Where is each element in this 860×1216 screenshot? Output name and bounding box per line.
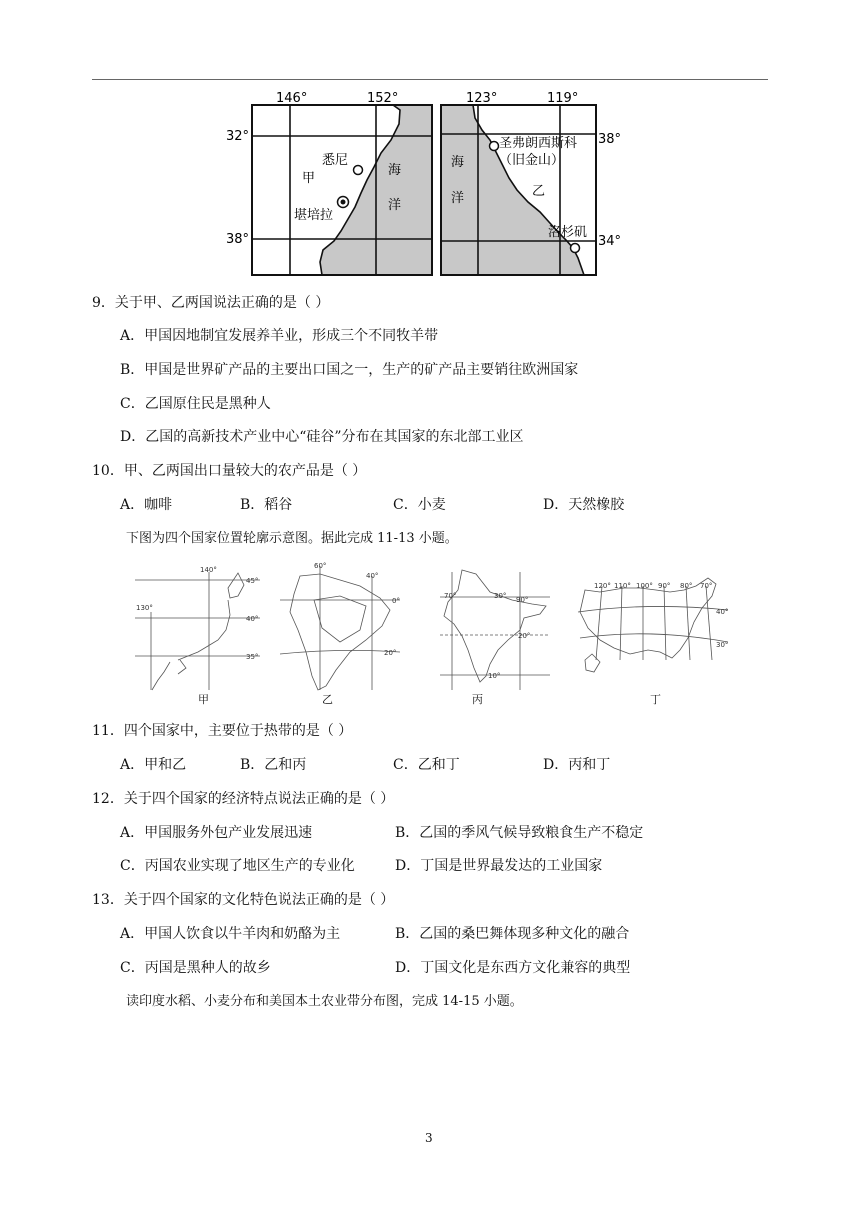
q13-option-c: C．丙国是黑种人的故乡 bbox=[120, 960, 271, 976]
q11-option-b: B．乙和丙 bbox=[240, 757, 307, 773]
panel-label-bing: 丙 bbox=[472, 693, 483, 706]
city-dot-sydney bbox=[354, 166, 363, 175]
city-dot-la bbox=[571, 244, 580, 253]
q11-option-c: C．乙和丁 bbox=[393, 757, 460, 773]
tick-ding-0: 120° bbox=[594, 582, 611, 590]
q9-option-c: C．乙国原住民是黑种人 bbox=[120, 396, 271, 412]
map-panel-jia bbox=[135, 572, 260, 690]
tick-ding-6: 40° bbox=[716, 608, 729, 616]
q9-stem: 9．关于甲、乙两国说法正确的是（ ） bbox=[92, 295, 330, 311]
tick-ding-7: 30° bbox=[716, 641, 729, 649]
city-label-sf: 圣弗朗西斯科 bbox=[499, 136, 578, 151]
country-label-jia: 甲 bbox=[302, 171, 316, 186]
page-number: 3 bbox=[425, 1131, 433, 1145]
q9-option-d: D．乙国的高新技术产业中心“硅谷”分布在其国家的东北部工业区 bbox=[120, 429, 524, 445]
q11-option-d: D．丙和丁 bbox=[543, 757, 611, 773]
panel-label-jia: 甲 bbox=[198, 693, 209, 706]
lat-label-38-right: 38° bbox=[598, 132, 622, 147]
city-label-canberra: 堪培拉 bbox=[294, 208, 334, 223]
q9-option-b: B．甲国是世界矿产品的主要出口国之一，生产的矿产品主要销往欧洲国家 bbox=[120, 362, 579, 378]
map-australia-usa bbox=[222, 88, 622, 280]
tick-ding-3: 90° bbox=[658, 582, 671, 590]
ocean-char-2: 洋 bbox=[388, 198, 402, 213]
tick-yi-2: 0° bbox=[392, 597, 400, 605]
tick-ding-4: 80° bbox=[680, 582, 693, 590]
q10-option-d: D．天然橡胶 bbox=[543, 497, 625, 513]
q10-stem: 10．甲、乙两国出口量较大的农产品是（ ） bbox=[92, 463, 367, 479]
ocean-area-right bbox=[441, 105, 584, 275]
q13-stem: 13．关于四个国家的文化特色说法正确的是（ ） bbox=[92, 892, 395, 908]
intro-14-15: 读印度水稻、小麦分布和美国本土农业带分布图，完成 14-15 小题。 bbox=[126, 994, 523, 1009]
tick-bing-0: 70° bbox=[444, 592, 457, 600]
q13-option-b: B．乙国的桑巴舞体现多种文化的融合 bbox=[395, 926, 630, 942]
q9-option-a: A．甲国因地制宜发展养羊业，形成三个不同牧羊带 bbox=[120, 328, 439, 344]
q11-stem: 11．四个国家中，主要位于热带的是（ ） bbox=[92, 723, 353, 739]
tick-ding-1: 110° bbox=[614, 582, 631, 590]
q12-option-d: D．丁国是世界最发达的工业国家 bbox=[395, 858, 603, 874]
city-label-la: 洛杉矶 bbox=[548, 225, 588, 240]
q12-option-c: C．丙国农业实现了地区生产的专业化 bbox=[120, 858, 355, 874]
q12-stem: 12．关于四个国家的经济特点说法正确的是（ ） bbox=[92, 791, 395, 807]
tick-jia-2: 130° bbox=[136, 604, 153, 612]
map-panel-yi bbox=[280, 566, 400, 690]
lat-label-38: 38° bbox=[226, 232, 250, 247]
ocean-char-4: 洋 bbox=[451, 191, 465, 206]
city-label-sydney: 悉尼 bbox=[322, 153, 349, 168]
map-four-countries bbox=[120, 562, 732, 710]
lat-label-34: 34° bbox=[598, 234, 622, 249]
tick-yi-0: 60° bbox=[314, 562, 327, 570]
ocean-char-3: 海 bbox=[451, 155, 465, 170]
lon-label-146: 146° bbox=[276, 91, 308, 106]
map-panel-ding bbox=[578, 578, 728, 672]
tick-ding-5: 70° bbox=[700, 582, 713, 590]
tick-bing-3: 20° bbox=[518, 632, 531, 640]
lon-label-152: 152° bbox=[367, 91, 399, 106]
q13-option-a: A．甲国人饮食以牛羊肉和奶酪为主 bbox=[120, 926, 341, 942]
panel-label-yi: 乙 bbox=[322, 693, 333, 706]
map-left-panel bbox=[226, 91, 432, 275]
ocean-char-1: 海 bbox=[388, 163, 402, 178]
capital-dot-canberra bbox=[341, 200, 346, 205]
intro-11-13: 下图为四个国家位置轮廓示意图。据此完成 11-13 小题。 bbox=[126, 531, 458, 546]
q10-option-b: B．稻谷 bbox=[240, 497, 293, 513]
tick-bing-1: 30° bbox=[494, 592, 507, 600]
q13-option-d: D．丁国文化是东西方文化兼容的典型 bbox=[395, 960, 631, 976]
q12-option-a: A．甲国服务外包产业发展迅速 bbox=[120, 825, 313, 841]
city-dot-sf bbox=[490, 142, 499, 151]
panel-label-ding: 丁 bbox=[650, 693, 661, 706]
q10-option-a: A．咖啡 bbox=[120, 497, 173, 513]
tick-jia-3: 40° bbox=[246, 615, 259, 623]
tick-bing-2: 90° bbox=[516, 596, 529, 604]
lat-label-32: 32° bbox=[226, 129, 250, 144]
tick-ding-2: 100° bbox=[636, 582, 653, 590]
header-rule bbox=[92, 79, 768, 80]
tick-yi-1: 40° bbox=[366, 572, 379, 580]
q12-option-b: B．乙国的季风气候导致粮食生产不稳定 bbox=[395, 825, 644, 841]
tick-jia-4: 35° bbox=[246, 653, 259, 661]
lon-label-119: 119° bbox=[547, 91, 579, 106]
city-label-sf-alt: （旧金山） bbox=[499, 153, 565, 168]
tick-jia-1: 45° bbox=[246, 577, 259, 585]
tick-bing-4: 10° bbox=[488, 672, 501, 680]
tick-yi-3: 20° bbox=[384, 649, 397, 657]
country-label-yi: 乙 bbox=[532, 184, 546, 199]
map-right-panel bbox=[441, 91, 621, 275]
tick-jia-0: 140° bbox=[200, 566, 217, 574]
q10-option-c: C．小麦 bbox=[393, 497, 446, 513]
q11-option-a: A．甲和乙 bbox=[120, 757, 187, 773]
lon-label-123: 123° bbox=[466, 91, 498, 106]
